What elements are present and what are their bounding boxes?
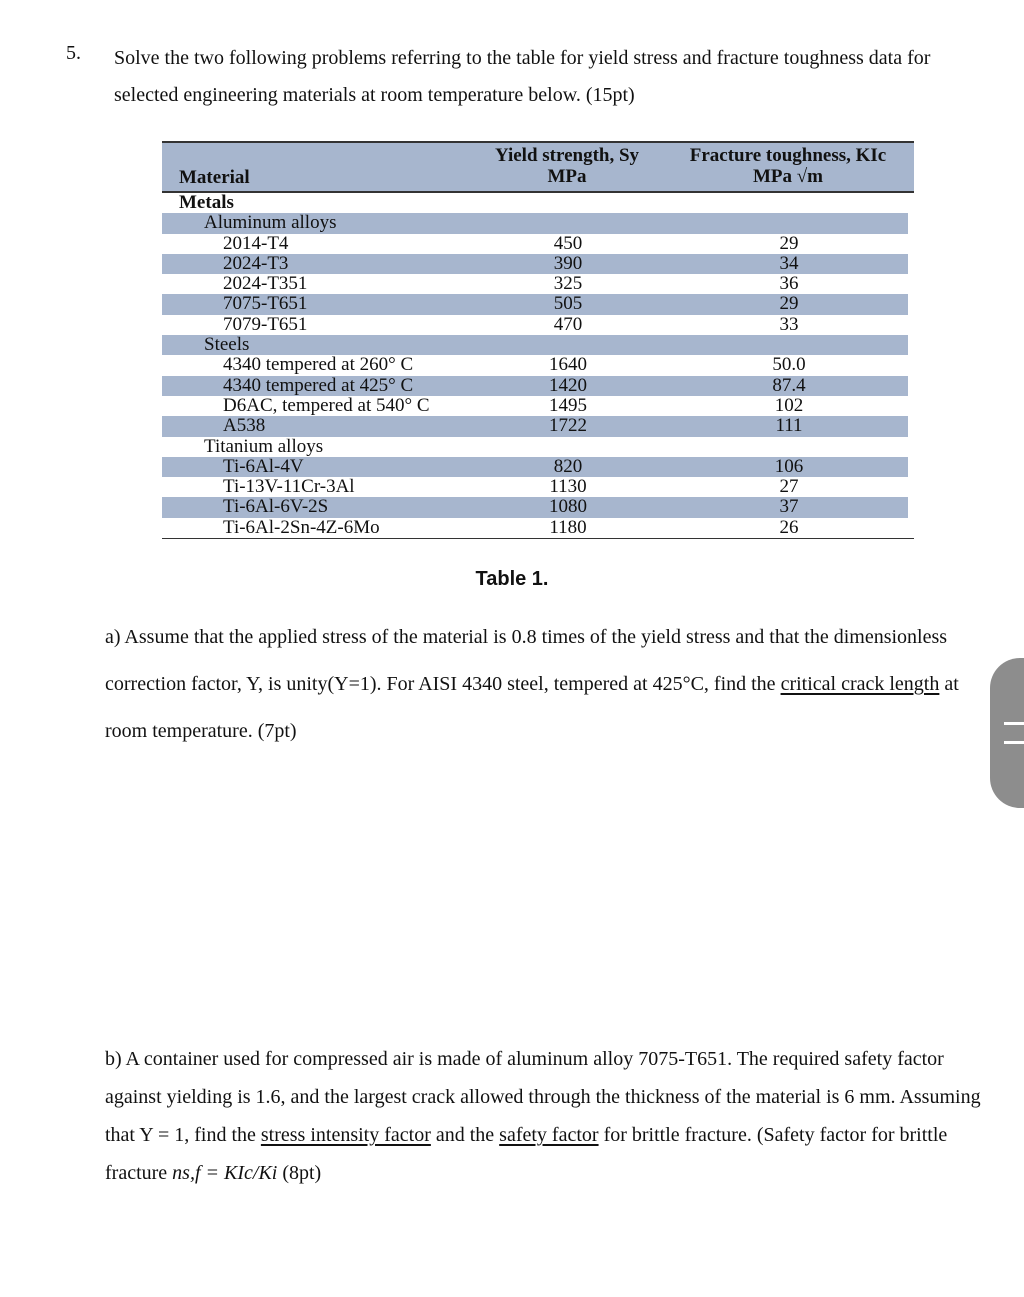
table-row: Titanium alloys bbox=[204, 435, 324, 457]
material-properties-table bbox=[162, 141, 914, 539]
table-row: A538 1722 111 bbox=[162, 416, 908, 436]
header-yield-unit: MPa bbox=[547, 166, 587, 187]
header-fracture bbox=[667, 145, 909, 187]
table-row: Steels bbox=[162, 335, 908, 355]
question-number: 5. bbox=[66, 42, 81, 64]
header-yield bbox=[465, 145, 669, 187]
table-row: 7079-T651 470 33 bbox=[223, 313, 799, 335]
stress-intensity-factor-term: stress intensity factor bbox=[260, 1124, 431, 1146]
handle-grip-icon bbox=[1004, 722, 1024, 725]
critical-crack-length-term: critical crack length bbox=[780, 673, 940, 695]
part-a-paragraph: a) Assume that the applied stress of the material is 0.8 times of the yield stress and that the dimensionless correction factor, Y, is unity(Y=1). For AISI 4340 steel, tempered at 425°C, find the critical crack length at room temperature. (7pt) bbox=[105, 626, 959, 742]
side-panel-handle[interactable] bbox=[990, 658, 1024, 808]
table-row: 7075-T651 505 29 bbox=[162, 294, 908, 314]
table-row: Ti-6Al-2Sn-4Z-6Mo 1180 26 bbox=[223, 516, 799, 538]
header-yield-label: Yield strength, Sy bbox=[494, 145, 640, 166]
table-row: Ti-6Al-6V-2S 1080 37 bbox=[162, 497, 908, 517]
handle-grip-icon bbox=[1004, 741, 1024, 744]
part-b-paragraph: b) A container used for compressed air is made of aluminum alloy 7075-T651. The required safety factor against yielding is 1.6, and the largest crack allowed through the thickness of the material is 6 mm. Assuming that Y = 1, find the stress intensity factor and the safety factor for brittle fracture. (Safety factor for brittle fracture ns,f = KIc/Ki (8pt) bbox=[105, 1048, 981, 1184]
table-row: 2024-T3 390 34 bbox=[162, 254, 908, 274]
table-header bbox=[162, 141, 914, 193]
safety-factor-formula: ns,f = KIc/Ki bbox=[172, 1162, 278, 1184]
table-row: 4340 tempered at 425° C 1420 87.4 bbox=[162, 376, 908, 396]
table-row: 2014-T4 450 29 bbox=[223, 232, 799, 254]
table-row: 2024-T351 325 36 bbox=[223, 273, 799, 295]
table-row: D6AC, tempered at 540° C 1495 102 bbox=[223, 394, 804, 416]
question-intro: Solve the two following problems referring to the table for yield stress and fracture toughness data for selected engineering materials at room temperature below. (15pt) bbox=[114, 47, 931, 106]
table-row: Aluminum alloys bbox=[162, 213, 908, 233]
table-row: 4340 tempered at 260° C 1640 50.0 bbox=[223, 354, 806, 376]
table-bottom-rule bbox=[162, 538, 914, 539]
safety-factor-term: safety factor bbox=[499, 1124, 599, 1146]
table-row: Metals bbox=[179, 192, 234, 213]
table-row: Ti-6Al-4V 820 106 bbox=[162, 457, 908, 477]
header-material: Material bbox=[179, 167, 250, 188]
header-fracture-label: Fracture toughness, KIc bbox=[689, 145, 887, 166]
table-row: Ti-13V-11Cr-3Al 1130 27 bbox=[223, 476, 799, 498]
header-fracture-unit: MPa √m bbox=[752, 166, 824, 187]
table-caption: Table 1. bbox=[475, 568, 549, 590]
